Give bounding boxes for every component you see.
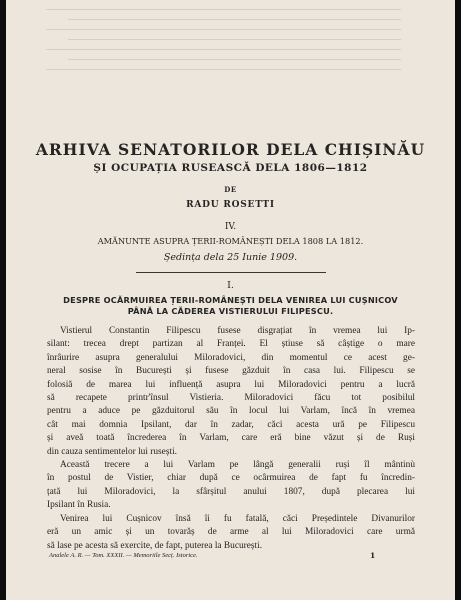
- document-title: ARHIVA SENATORILOR DELA CHIȘINĂU: [35, 140, 426, 159]
- body-line: Vistierul Constantin Filipescu fusese disgrațiat în vremea lui Ip-: [60, 326, 415, 336]
- body-line: pentru a aduce pe găzduitorul său în locul lui Varlam, încă în vremea: [47, 406, 415, 417]
- document-page: [6, 0, 455, 600]
- body-line: Venirea lui Cușnicov însă îi fu fatală, căci Președintele Divanurilor: [60, 513, 415, 524]
- body-line: Ipsilant în Rusia.: [47, 500, 111, 511]
- body-line: să lase pe acesta să exercite, de fapt, puterea la București.: [47, 540, 263, 551]
- body-line: țată lui Miloradovici, la sfârșitul anului 1807, după plecarea lui: [47, 486, 415, 497]
- by-label: DE: [224, 185, 237, 194]
- section-title: [44, 295, 417, 317]
- body-line: Această trecere a lui Varlam pe lângă generalii ruși îl mântinù: [60, 460, 415, 471]
- part-number: IV.: [224, 222, 237, 232]
- section-title-line: PÂNĂ LA CĂDEREA VISTIERULUI FILIPESCU.: [127, 306, 334, 316]
- section-number: I.: [227, 280, 234, 291]
- document-subtitle: ȘI OCUPAȚIA RUSEASCĂ DELA 1806—1812: [93, 162, 368, 174]
- body-line: să recapete printr'însul Vistieria. Miloradovici făcu tot posibilul: [47, 393, 415, 404]
- body-line: neral sosise în București și fusese găzduit în casa lui. Filipescu se: [47, 366, 415, 377]
- part-title: AMĂNUNTE ASUPRA ȚERII-ROMÂNEȘTI DELA 1808 LA 1812.: [97, 236, 364, 246]
- body-line: cât mai domnia Ipsilant, dar în zadar, căci acesta ură pe Filipescu: [47, 419, 415, 430]
- journal-footer: Analele A. R. — Tom. XXXII. — Memoriile Secț. Istorice.: [49, 552, 198, 559]
- separator-rule: [136, 272, 326, 273]
- bleed-through-text: [46, 0, 416, 78]
- body-line: din cauza sentimentelor lui rusești.: [47, 446, 177, 457]
- author-name: RADU ROSETTI: [186, 200, 275, 210]
- session-date: Ședința dela 25 Iunie 1909.: [163, 252, 298, 263]
- body-line: înrâurire asupra generalului Miloradovici, din momentul ce acest ge-: [47, 352, 415, 363]
- body-text: [47, 325, 415, 553]
- section-title-line: DESPRE OCĂRMUIREA ȚERII-ROMÂNEȘTI DELA VENIREA LUI CUȘNICOV: [63, 295, 398, 305]
- body-line: și aveă toată încrederea în Varlam, care eră bine văzut și de Ruși: [47, 433, 415, 444]
- body-line: silant: trecea drept partizan al Franței. El știuse să câștige o mare: [47, 339, 415, 350]
- body-line: eră un amic și un tovarăș de arme al lui Miloradovici care urmă: [47, 527, 415, 538]
- body-line: folosiă de marea lui influență asupra lui Miloradovici pentru a lucră: [47, 379, 415, 390]
- body-line: în postul de Vistier, chiar după ce ocârmuirea de fapt fu încredin-: [47, 473, 415, 484]
- page-number: 1: [370, 551, 376, 560]
